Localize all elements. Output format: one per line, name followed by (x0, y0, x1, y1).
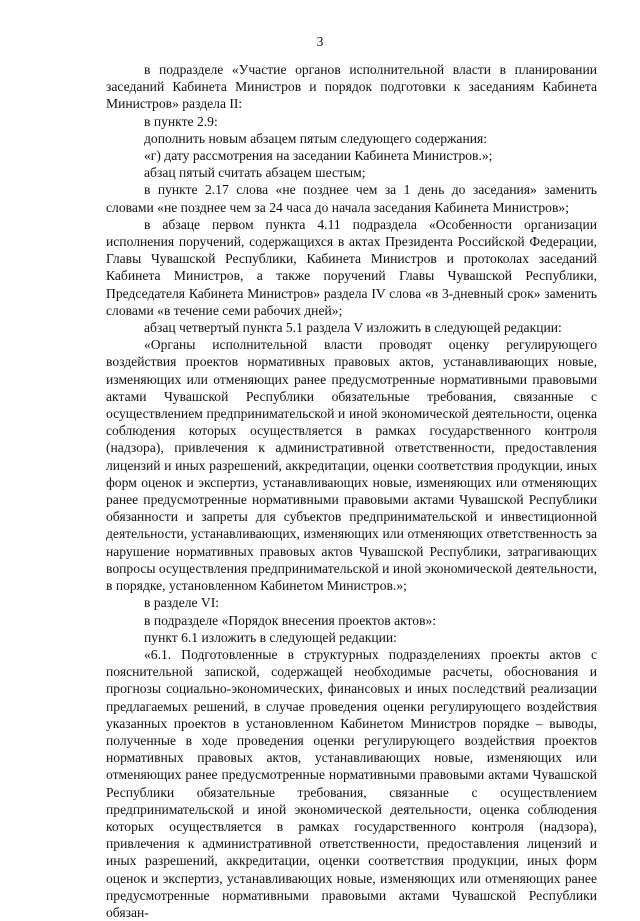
paragraph: в пункте 2.17 слова «не позднее чем за 1 день до заседания» заменить словами «не позднее чем за 24 часа до начала заседания Кабинета Министров»; (106, 182, 597, 215)
paragraph: «6.1. Подготовленные в структурных подразделениях проекты актов с пояснительной запиской, содержащей необходимые расчеты, обоснования и прогнозы социально-экономических, финансовых и иных последствий реализации предлагаемых решений, в случае проведения оценки регулирующего воздействия указанных проектов в установленном Кабинетом Министров порядке – выводы, полученные в ходе проведения оценки регулирующего воздействия проектов нормативных правовых актов, устанавливающих новые, изменяющих или отменяющих ранее предусмотренные нормативными правовыми актами Чувашской Республики обязательные требования, связанные с осуществлением предпринимательской и иной экономической деятельности, оценка соблюдения которых осуществляется в рамках государственного контроля (надзора), привлечения к административной ответственности, предоставления лицензий и иных разрешений, аккредитации, оценки соответствия продукции, иных форм оценок и экспертиз, устанавливающих новые, изменяющих или отменяющих ранее предусмотренные нормативными правовыми актами Чувашской Республики обязан- (106, 646, 597, 920)
paragraph: в подразделе «Порядок внесения проектов актов»: (144, 612, 437, 628)
paragraph: дополнить новым абзацем пятым следующего содержания: (144, 130, 488, 146)
paragraph: в абзаце первом пункта 4.11 подраздела «Особенности организации исполнения поручений, содержащихся в актах Президента Российской Федерации, Главы Чувашской Республики, Кабинета Министров и протоколах заседаний Кабинета Министров, а также поручений Главы Чувашской Республики, Председателя Кабинета Министров» раздела IV слова «в 3-дневный срок» заменить словами «в течение семи рабочих дней»; (106, 216, 597, 318)
paragraph: абзац пятый считать абзацем шестым; (144, 165, 366, 181)
paragraph: «Органы исполнительной власти проводят оценку регулирующего воздействия проектов нормативных правовых актов, устанавливающих новые, изменяющих или отменяющих ранее предусмотренные нормативными правовыми актами Чувашской Республики обязательные требования, связанные с осуществлением предпринимательской и иной экономической деятельности, оценка соблюдения которых осуществляется в рамках государственного контроля (надзора), привлечения к административной ответственности, предоставления лицензий и иных разрешений, аккредитации, оценки соответствия продукции, иных форм оценок и экспертиз, устанавливающих новые, изменяющих или отменяющих ранее предусмотренные нормативными правовыми актами Чувашской Республики обязанности и запреты для субъектов предпринимательской и инвестиционной деятельности, устанавливающих, изменяющих или отменяющих ответственность за нарушение нормативных правовых актов Чувашской Республики, затрагивающих вопросы осуществления предпринимательской и иной экономической деятельности, в порядке, установленном Кабинетом Министров.»; (106, 337, 597, 594)
paragraph: «г) дату рассмотрения на заседании Кабинета Министров.»; (144, 148, 493, 164)
document-body (106, 61, 597, 921)
paragraph: в пункте 2.9: (144, 113, 218, 129)
paragraph: в подразделе «Участие органов исполнительной власти в планировании заседаний Кабинета Министров и порядок подготовки к заседаниям Кабинета Министров» раздела II: (106, 62, 597, 112)
paragraph: в разделе VI: (144, 595, 220, 611)
paragraph: абзац четвертый пункта 5.1 раздела V изложить в следующей редакции: (144, 320, 562, 336)
page-number: 3 (316, 34, 324, 49)
paragraph: пункт 6.1 изложить в следующей редакции: (144, 629, 397, 645)
